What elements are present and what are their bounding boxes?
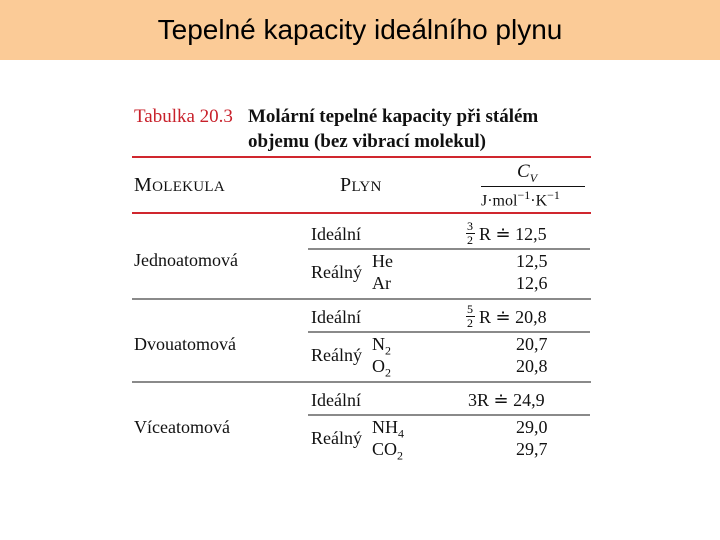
- ideal-label: Ideální: [311, 390, 361, 410]
- gas-value: 29,0: [516, 417, 548, 437]
- molecule-diatomic: Dvouatomová: [134, 334, 236, 354]
- group-rule: [132, 381, 591, 383]
- header-gas: PLYN: [340, 174, 382, 196]
- fraction-denominator: 2: [467, 233, 473, 247]
- gas-value: 20,8: [516, 356, 548, 376]
- row-rule: [308, 414, 590, 416]
- header-cv-fraction-bar: [481, 186, 585, 187]
- fraction-denominator: 2: [467, 316, 473, 330]
- gas-value: 12,5: [516, 251, 548, 271]
- slide-title: Tepelné kapacity ideálního plynu: [157, 14, 563, 45]
- ideal-value: R ≐ 12,5: [479, 224, 547, 244]
- molecule-polyatomic: Víceatomová: [134, 417, 230, 437]
- caption-line-1: Molární tepelné kapacity při stálém: [248, 106, 539, 127]
- caption-label: Tabulka 20.3: [134, 106, 233, 127]
- header-rule: [132, 212, 591, 214]
- header-molecule: MOLEKULA: [134, 174, 226, 196]
- gas-formula: $O_2$: [372, 356, 391, 380]
- gas-name: Ar: [372, 273, 391, 293]
- ideal-value: R ≐ 20,8: [479, 307, 547, 327]
- gas-formula: $CO_2$: [372, 439, 404, 463]
- ideal-label: Ideální: [311, 307, 361, 327]
- real-label: Reálný: [311, 262, 362, 282]
- header-cv: $C_V$: [517, 161, 538, 185]
- fraction-numerator: 3: [467, 219, 473, 233]
- row-rule: [308, 248, 590, 250]
- gas-name: He: [372, 251, 393, 271]
- molecule-monoatomic: Jednoatomová: [134, 250, 238, 270]
- gas-value: 29,7: [516, 439, 548, 459]
- gas-value: 20,7: [516, 334, 548, 354]
- header-cv-unit: $J\cdot mol^{-1}\cdot K^{-1}$: [481, 188, 560, 210]
- fraction-numerator: 5: [467, 302, 473, 316]
- caption-line-2: objemu (bez vibrací molekul): [248, 131, 487, 152]
- real-label: Reálný: [311, 428, 362, 448]
- row-rule: [308, 331, 590, 333]
- ideal-value: 3R ≐ 24,9: [468, 390, 545, 410]
- gas-formula: $NH_4$: [372, 417, 404, 441]
- real-label: Reálný: [311, 345, 362, 365]
- top-rule: [132, 156, 591, 158]
- ideal-label: Ideální: [311, 224, 361, 244]
- gas-formula: $N_2$: [372, 334, 391, 358]
- gas-value: 12,6: [516, 273, 548, 293]
- group-rule: [132, 298, 591, 300]
